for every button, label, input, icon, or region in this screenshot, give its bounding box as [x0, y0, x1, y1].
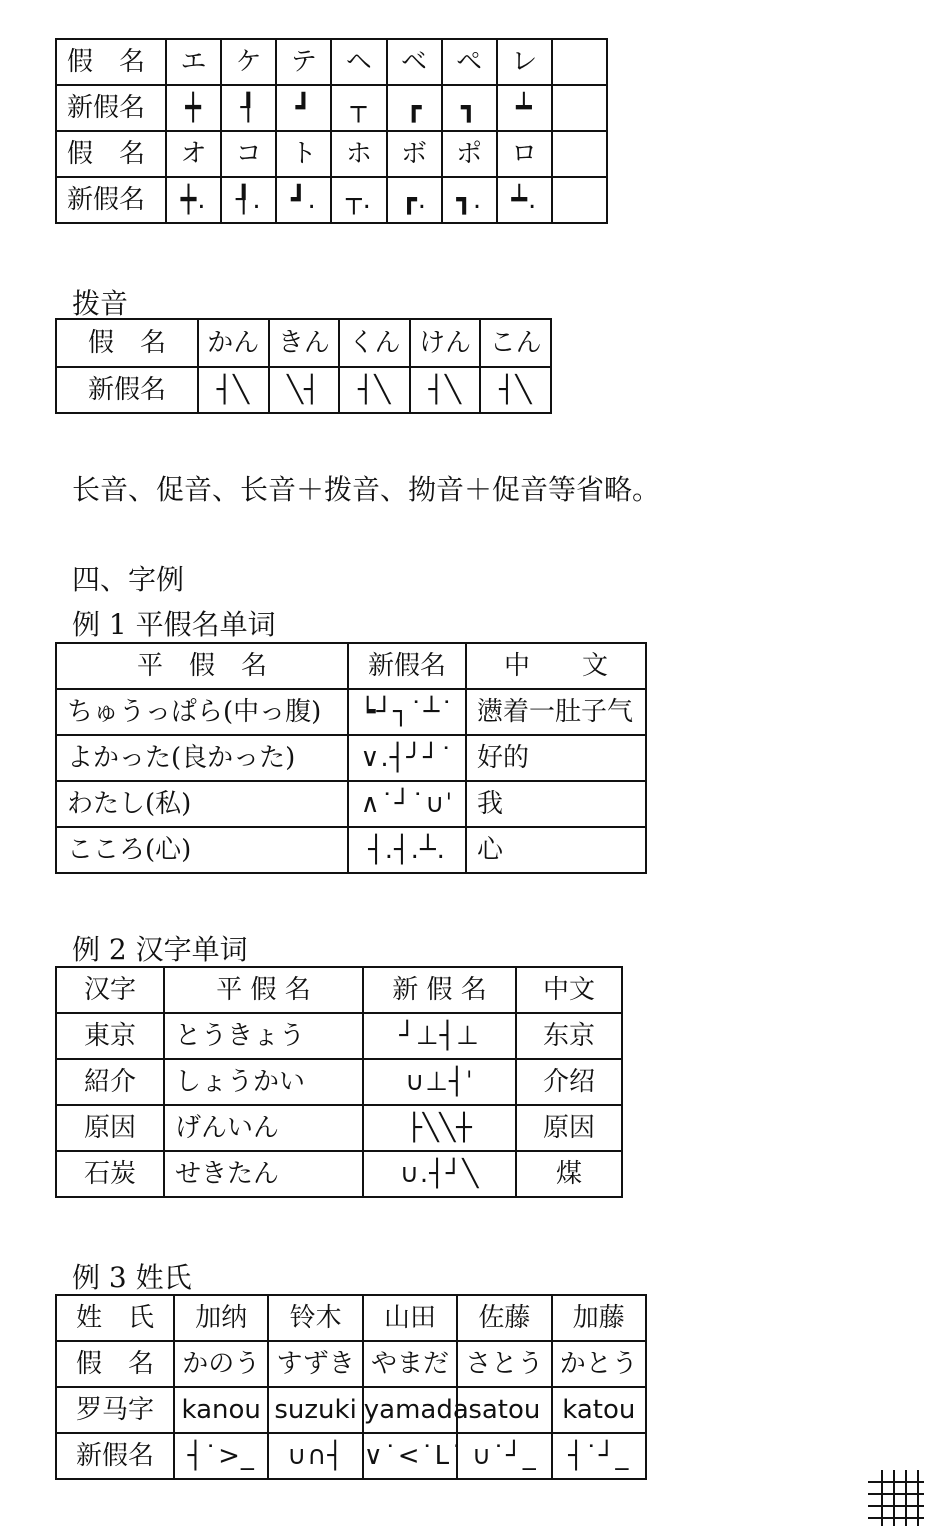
table-row	[56, 177, 607, 223]
table-row	[56, 781, 646, 827]
table-cell: 煤	[516, 1151, 622, 1197]
table-cell: 東京	[56, 1013, 164, 1059]
table-cell: ┤╲	[410, 367, 481, 413]
example-3-title: 例 3 姓氏	[72, 1261, 192, 1294]
table-cell: ┤╲	[339, 367, 410, 413]
table-cell: ペ	[442, 39, 497, 85]
table-cell: ┤˙>_	[174, 1433, 268, 1479]
table-cell: くん	[339, 319, 410, 367]
section-heading: 四、字例	[72, 563, 185, 596]
table-cell: ロ	[497, 131, 552, 177]
table-cell: 中 文	[466, 643, 646, 689]
table-cell: わたし(私)	[56, 781, 348, 827]
table-cell: こころ(心)	[56, 827, 348, 873]
table-cell: 懑着一肚子气	[466, 689, 646, 735]
table-cell: ┤.┤.┴.	[348, 827, 466, 873]
table-header-row	[56, 967, 622, 1013]
table-row	[56, 131, 607, 177]
table-row	[56, 319, 551, 367]
table-cell: ┤╲	[480, 367, 551, 413]
table-cell: 假 名	[56, 319, 198, 367]
table-cell: コ	[221, 131, 276, 177]
table-cell: ∪˙┘_	[457, 1433, 551, 1479]
table-row	[56, 1151, 622, 1197]
kana-table-1	[55, 38, 608, 224]
table-cell: さとう	[457, 1341, 551, 1387]
table-cell: ┏.	[387, 177, 442, 223]
table-cell: 介绍	[516, 1059, 622, 1105]
table-cell: ┤˙┘_	[552, 1433, 646, 1479]
table-cell: 平 假 名	[164, 967, 363, 1013]
table-cell: ベ	[387, 39, 442, 85]
table-cell	[552, 177, 607, 223]
table-cell: きん	[269, 319, 340, 367]
hatsuon-heading: 拨音	[72, 287, 129, 320]
table-cell: katou	[552, 1387, 646, 1433]
grid-mark-icon	[868, 1470, 924, 1526]
table-cell: テ	[276, 39, 331, 85]
table-cell: げんいん	[164, 1105, 363, 1151]
table-cell: 铃木	[268, 1295, 362, 1341]
table-cell: ∨.┤╯┘˙	[348, 735, 466, 781]
table-cell: ┿.	[166, 177, 221, 223]
table-row	[56, 1105, 622, 1151]
table-cell: ┿	[166, 85, 221, 131]
table-cell: ┬.	[331, 177, 386, 223]
table-cell: ╲┤	[269, 367, 340, 413]
table-cell: ポ	[442, 131, 497, 177]
table-cell: ┦	[221, 85, 276, 131]
table-cell: 假 名	[56, 39, 166, 85]
table-cell: 新假名	[56, 85, 166, 131]
table-cell: 心	[466, 827, 646, 873]
table-cell: 山田	[363, 1295, 457, 1341]
table-row	[56, 1059, 622, 1105]
table-cell: yamada	[363, 1387, 457, 1433]
table-cell: 姓 氏	[56, 1295, 174, 1341]
table-cell	[552, 131, 607, 177]
example-1-title: 例 1 平假名单词	[72, 608, 276, 641]
table-cell: ┘⊥┤⊥	[363, 1013, 516, 1059]
example-2-table	[55, 966, 623, 1198]
table-cell: 罗马字	[56, 1387, 174, 1433]
table-cell: せきたん	[164, 1151, 363, 1197]
example-1-table	[55, 642, 647, 874]
table-cell: よかった(良かった)	[56, 735, 348, 781]
table-cell: 加藤	[552, 1295, 646, 1341]
table-row	[56, 39, 607, 85]
table-cell: ┬	[331, 85, 386, 131]
table-cell: ┓	[442, 85, 497, 131]
table-cell: 汉字	[56, 967, 164, 1013]
table-cell: 假 名	[56, 1341, 174, 1387]
table-cell: ボ	[387, 131, 442, 177]
table-cell: 佐藤	[457, 1295, 551, 1341]
table-cell: satou	[457, 1387, 551, 1433]
table-cell: ∧˙┘˙∪ˈ	[348, 781, 466, 827]
table-row	[56, 1013, 622, 1059]
table-row	[56, 827, 646, 873]
table-cell: ケ	[221, 39, 276, 85]
table-row	[56, 85, 607, 131]
table-cell: 新假名	[348, 643, 466, 689]
table-cell: レ	[497, 39, 552, 85]
table-cell: ├╲╲┼	[363, 1105, 516, 1151]
table-row	[56, 689, 646, 735]
hatsuon-table	[55, 318, 552, 414]
table-cell: ┏	[387, 85, 442, 131]
table-cell: ┓.	[442, 177, 497, 223]
table-cell: 东京	[516, 1013, 622, 1059]
table-cell: やまだ	[363, 1341, 457, 1387]
omission-note: 长音、促音、长音＋拨音、拗音＋促音等省略。	[72, 473, 661, 506]
table-cell: ホ	[331, 131, 386, 177]
table-cell: ┷.	[497, 177, 552, 223]
table-cell: ┛.	[276, 177, 331, 223]
table-cell: かん	[198, 319, 269, 367]
table-cell: しょうかい	[164, 1059, 363, 1105]
table-cell: 我	[466, 781, 646, 827]
example-3-table	[55, 1294, 647, 1480]
table-row	[56, 1341, 646, 1387]
table-cell: suzuki	[268, 1387, 362, 1433]
table-cell: 新假名	[56, 1433, 174, 1479]
table-cell: 平 假 名	[56, 643, 348, 689]
table-cell: 加纳	[174, 1295, 268, 1341]
table-cell: 紹介	[56, 1059, 164, 1105]
table-cell: ヘ	[331, 39, 386, 85]
table-cell: ∪∩┤	[268, 1433, 362, 1479]
table-cell: ∪.┤┘╲	[363, 1151, 516, 1197]
table-cell: オ	[166, 131, 221, 177]
table-cell: 新假名	[56, 177, 166, 223]
table-cell: 中文	[516, 967, 622, 1013]
table-cell: 假 名	[56, 131, 166, 177]
table-cell: 新 假 名	[363, 967, 516, 1013]
table-cell: とうきょう	[164, 1013, 363, 1059]
table-cell: けん	[410, 319, 481, 367]
table-cell: ┤╲	[198, 367, 269, 413]
table-row	[56, 1433, 646, 1479]
table-row	[56, 1387, 646, 1433]
table-cell	[552, 39, 607, 85]
table-row	[56, 735, 646, 781]
table-cell: かとう	[552, 1341, 646, 1387]
table-cell: ┷	[497, 85, 552, 131]
table-cell: 新假名	[56, 367, 198, 413]
table-cell: ┛	[276, 85, 331, 131]
table-cell: ┦.	[221, 177, 276, 223]
table-header-row	[56, 643, 646, 689]
table-row	[56, 1295, 646, 1341]
table-cell: kanou	[174, 1387, 268, 1433]
table-cell: すずき	[268, 1341, 362, 1387]
table-cell: ちゅうっぱら(中っ腹)	[56, 689, 348, 735]
table-cell: 好的	[466, 735, 646, 781]
table-cell: ┕┘┐˙┴˙	[348, 689, 466, 735]
table-cell: 石炭	[56, 1151, 164, 1197]
table-cell: エ	[166, 39, 221, 85]
table-cell: 原因	[56, 1105, 164, 1151]
table-cell	[552, 85, 607, 131]
table-cell: ∪⊥┤ˈ	[363, 1059, 516, 1105]
table-row	[56, 367, 551, 413]
example-2-title: 例 2 汉字单词	[72, 933, 248, 966]
table-cell: ト	[276, 131, 331, 177]
table-cell: ∨˙<˙L˙	[363, 1433, 457, 1479]
table-cell: こん	[480, 319, 551, 367]
table-cell: かのう	[174, 1341, 268, 1387]
table-cell: 原因	[516, 1105, 622, 1151]
